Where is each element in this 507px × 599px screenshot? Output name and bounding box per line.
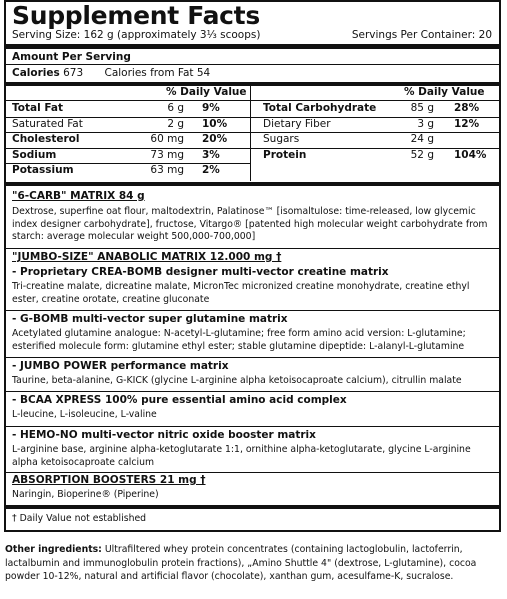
divider-thin bbox=[6, 64, 499, 65]
calories-value: 673 bbox=[63, 67, 84, 79]
nutrient-amount: 60 mg bbox=[150, 133, 184, 146]
crea-bomb-text: Tri-creatine malate, dicreatine malate, MicronTec micronized creatine monohydrate, creatine ethyl ester, creatine orotate, creatine gluconate bbox=[12, 281, 470, 305]
nutrient-daily-value: 2% bbox=[202, 164, 220, 177]
supplement-facts-panel bbox=[4, 0, 501, 532]
nutrient-daily-value: 12% bbox=[454, 117, 480, 130]
divider-thin bbox=[6, 472, 499, 473]
nutrient-amount: 2 g bbox=[167, 117, 184, 130]
divider-thin bbox=[6, 391, 499, 392]
nutrient-amount: 24 g bbox=[410, 133, 434, 146]
bcaa-text: L-leucine, L-isoleucine, L-valine bbox=[12, 409, 157, 420]
nutrient-amount: 3 g bbox=[417, 117, 434, 130]
nutrient-amount: 6 g bbox=[167, 102, 184, 114]
nutrient-name: Dietary Fiber bbox=[263, 117, 331, 130]
other-ingredients bbox=[5, 543, 503, 584]
nutrient-name: Sodium bbox=[12, 148, 57, 161]
g-bomb-text: Acetylated glutamine analogue: N-acetyl-L-glutamine; free form amino acid version: L-glutamine; esterified molecule form: glutamine ethyl ester; stable glutamine dipeptide: L-alanyl-L-glutamine bbox=[12, 328, 466, 352]
anabolic-matrix-title: "JUMBO-SIZE" ANABOLIC MATRIX 12.000 mg † bbox=[12, 251, 282, 263]
carb-matrix-text: Dextrose, superfine oat flour, maltodextrin, Palatinose™ [isomaltulose: time-released, low glycemic index designer carbohydrate], fructose, Vitargo® [patented high molecular weight carbohydrate from starch: average molecular weight 500,000-700,000] bbox=[12, 206, 488, 243]
nutrient-name: Protein bbox=[263, 148, 307, 161]
nutrient-name: Total Carbohydrate bbox=[263, 102, 377, 114]
crea-bomb-title: - Proprietary CREA-BOMB designer multi-vector creatine matrix bbox=[12, 266, 389, 278]
absorption-title: ABSORPTION BOOSTERS 21 mg † bbox=[12, 474, 206, 486]
carb-matrix-title: "6-CARB" MATRIX 84 g bbox=[12, 190, 145, 202]
bcaa-title: - BCAA XPRESS 100% pure essential amino acid complex bbox=[12, 394, 347, 406]
other-ingredients-text: Ultrafiltered whey protein concentrates (containing lactoglobulin, lactoferrin, lactalbumin and immunoglobulin protein fractions), „Amino Shuttle 4" (dextrose, L-glutamine), cocoa powder 10-12%, natural and artificial flavor (chocolate), xanthan gum, acesulfame-K, sucralose. bbox=[5, 544, 477, 583]
divider-thin bbox=[6, 357, 499, 358]
serving-size: Serving Size: 162 g (approximately 3⅓ scoops) bbox=[12, 29, 261, 41]
nutrient-daily-value: 3% bbox=[202, 148, 220, 161]
divider-thin bbox=[6, 248, 499, 249]
nutrient-amount: 63 mg bbox=[150, 164, 184, 177]
nutrient-daily-value: 104% bbox=[454, 148, 487, 161]
amount-per-serving-label: Amount Per Serving bbox=[12, 51, 131, 63]
nutrient-amount: 52 g bbox=[410, 148, 434, 161]
divider-thin bbox=[6, 426, 499, 427]
nutrient-name: Potassium bbox=[12, 164, 74, 177]
dv-header-right: % Daily Value bbox=[404, 86, 485, 98]
nutrient-daily-value: 20% bbox=[202, 133, 228, 146]
dv-header-left: % Daily Value bbox=[166, 86, 247, 98]
divider-thick bbox=[6, 44, 499, 49]
nutrient-daily-value: 9% bbox=[202, 102, 220, 114]
calories-label: Calories bbox=[12, 67, 60, 79]
jumbo-power-text: Taurine, beta-alanine, G-KICK (glycine L-arginine alpha ketoisocaproate calcium), citrullin malate bbox=[12, 375, 462, 386]
divider-thin bbox=[6, 310, 499, 311]
nutrient-name: Total Fat bbox=[12, 102, 64, 114]
divider-thick bbox=[6, 505, 499, 509]
g-bomb-title: - G-BOMB multi-vector super glutamine matrix bbox=[12, 313, 288, 325]
nutrient-name: Sugars bbox=[263, 133, 300, 146]
absorption-text: Naringin, Bioperine® (Piperine) bbox=[12, 489, 159, 500]
nutrient-amount: 85 g bbox=[410, 102, 434, 114]
calories-from-fat: Calories from Fat 54 bbox=[104, 67, 211, 79]
divider-thick bbox=[6, 182, 499, 186]
calories-row bbox=[12, 67, 210, 79]
hemo-no-text: L-arginine base, arginine alpha-ketoglutarate 1:1, ornithine alpha-ketoglutarate, glycine L-arginine alpha ketoisocaproate calcium bbox=[12, 444, 471, 468]
other-ingredients-label: Other ingredients: bbox=[5, 544, 102, 555]
nutrient-daily-value: 28% bbox=[454, 102, 480, 114]
footnote: † Daily Value not established bbox=[12, 513, 147, 524]
nutrient-daily-value: 10% bbox=[202, 117, 228, 130]
nutrient-name: Saturated Fat bbox=[12, 117, 83, 130]
nutrient-name: Cholesterol bbox=[12, 133, 80, 146]
servings-per-container: Servings Per Container: 20 bbox=[351, 29, 492, 41]
jumbo-power-title: - JUMBO POWER performance matrix bbox=[12, 360, 229, 372]
column-divider bbox=[250, 86, 251, 181]
panel-title: Supplement Facts bbox=[12, 1, 260, 30]
hemo-no-title: - HEMO-NO multi-vector nitric oxide booster matrix bbox=[12, 429, 316, 441]
nutrient-amount: 73 mg bbox=[150, 148, 184, 161]
divider-thin bbox=[6, 100, 499, 101]
